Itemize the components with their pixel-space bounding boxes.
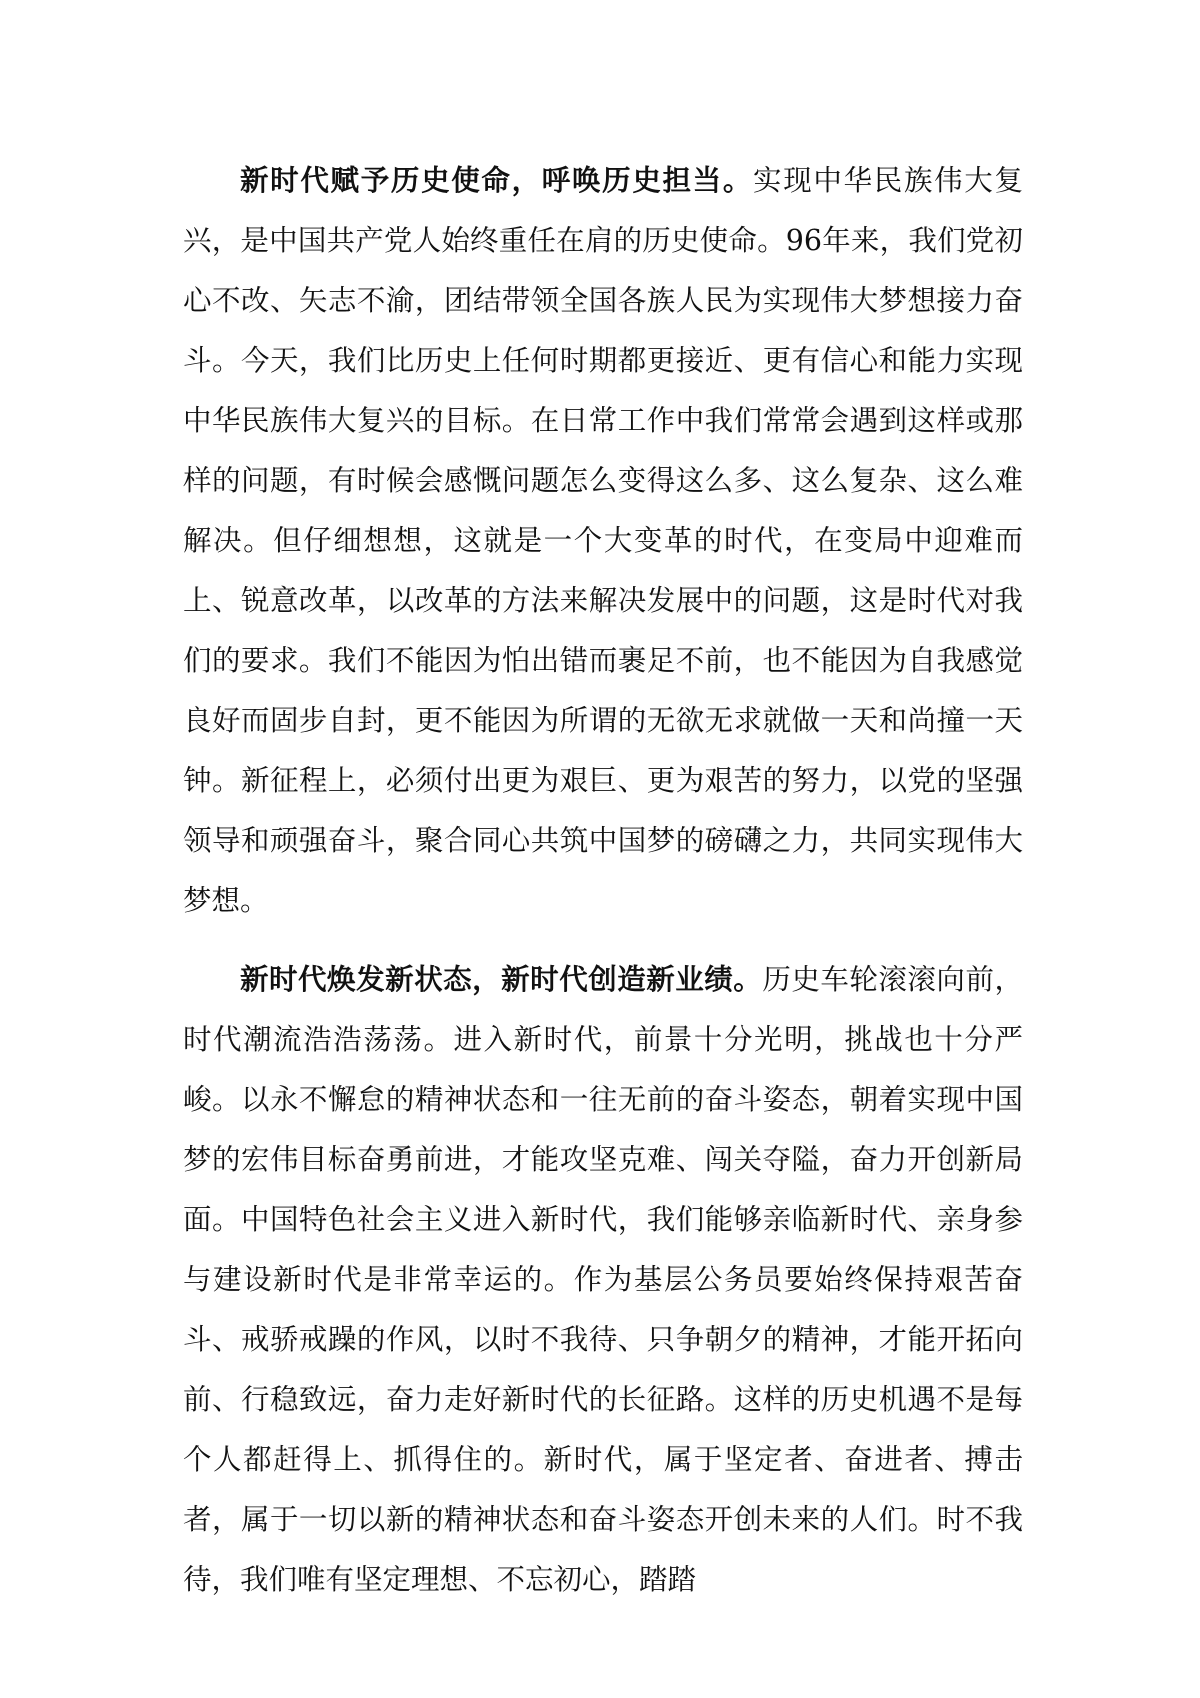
document-body xyxy=(183,150,1023,1610)
paragraph-2-body: 历史车轮滚滚向前，时代潮流浩浩荡荡。进入新时代，前景十分光明，挑战也十分严峻。以永不懈怠的精神状态和一往无前的奋斗姿态，朝着实现中国梦的宏伟目标奋勇前进，才能攻坚克难、闯关夺隘，奋力开创新局面。中国特色社会主义进入新时代，我们能够亲临新时代、亲身参与建设新时代是非常幸运的。作为基层公务员要始终保持艰苦奋斗、戒骄戒躁的作风，以时不我待、只争朝夕的精神，才能开拓向前、行稳致远，奋力走好新时代的长征路。这样的历史机遇不是每个人都赶得上、抓得住的。新时代，属于坚定者、奋进者、搏击者，属于一切以新的精神状态和奋斗姿态开创未来的人们。时不我待，我们唯有坚定理想、不忘初心，踏踏 xyxy=(183,963,1023,1596)
paragraph-1 xyxy=(183,150,1023,931)
paragraph-1-lead: 新时代赋予历史使命，呼唤历史担当。 xyxy=(240,163,754,197)
paragraph-1-body: 实现中华民族伟大复兴，是中国共产党人始终重任在肩的历史使命。96年来，我们党初心不改、矢志不渝，团结带领全国各族人民为实现伟大梦想接力奋斗。今天，我们比历史上任何时期都更接近、更有信心和能力实现中华民族伟大复兴的目标。在日常工作中我们常常会遇到这样或那样的问题，有时候会感慨问题怎么变得这么多、这么复杂、这么难解决。但仔细想想，这就是一个大变革的时代，在变局中迎难而上、锐意改革，以改革的方法来解决发展中的问题，这是时代对我们的要求。我们不能因为怕出错而裹足不前，也不能因为自我感觉良好而固步自封，更不能因为所谓的无欲无求就做一天和尚撞一天钟。新征程上，必须付出更为艰巨、更为艰苦的努力，以党的坚强领导和顽强奋斗，聚合同心共筑中国梦的磅礴之力，共同实现伟大梦想。 xyxy=(183,164,1023,917)
paragraph-2 xyxy=(183,949,1023,1610)
paragraph-2-lead: 新时代焕发新状态，新时代创造新业绩。 xyxy=(240,962,763,996)
